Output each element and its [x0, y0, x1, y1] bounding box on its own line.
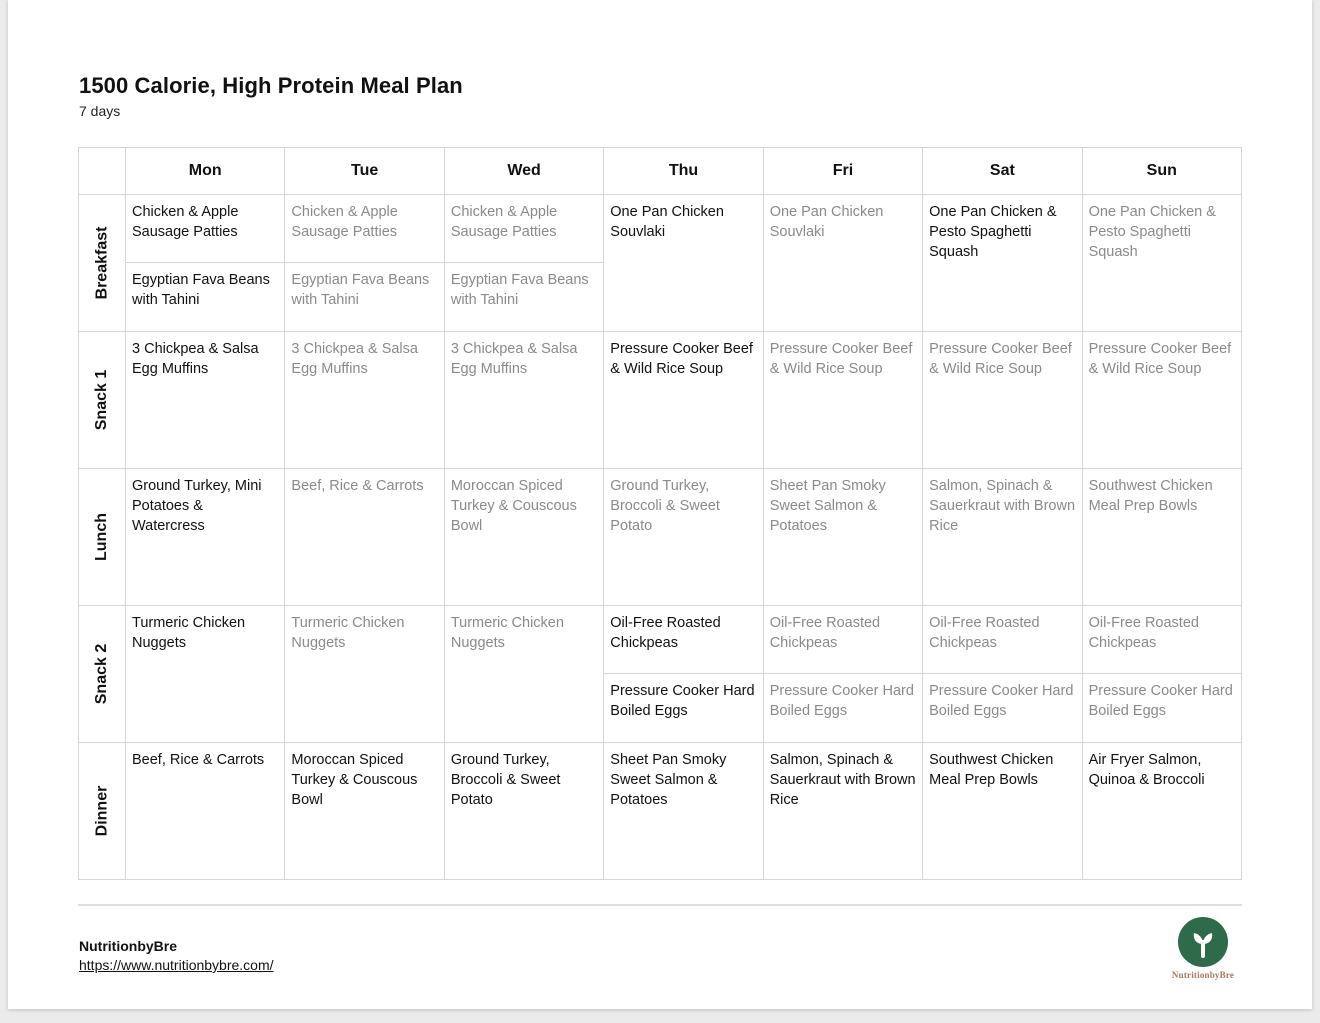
meal-cell-snack1-sat: Pressure Cooker Beef & Wild Rice Soup — [923, 332, 1082, 469]
brand-logo — [1158, 917, 1248, 980]
meal-cell-snack2b-sat: Pressure Cooker Hard Boiled Eggs — [923, 674, 1082, 743]
meal-cell-breakfast-wed: Chicken & Apple Sausage Patties — [445, 195, 604, 263]
meal-cell-snack2-sat: Oil-Free Roasted Chickpeas — [923, 606, 1082, 674]
meal-cell-lunch-fri: Sheet Pan Smoky Sweet Salmon & Potatoes — [764, 469, 923, 606]
corner-cell — [79, 148, 126, 195]
meal-cell-lunch-mon: Ground Turkey, Mini Potatoes & Watercress — [126, 469, 285, 606]
meal-cell-snack2-fri: Oil-Free Roasted Chickpeas — [764, 606, 923, 674]
meal-cell-lunch-wed: Moroccan Spiced Turkey & Couscous Bowl — [445, 469, 604, 606]
meal-plan-table — [78, 147, 1242, 880]
meal-cell-snack2-sun: Oil-Free Roasted Chickpeas — [1083, 606, 1242, 674]
meal-cell-snack1-sun: Pressure Cooker Beef & Wild Rice Soup — [1083, 332, 1242, 469]
meal-label-dinner: Dinner — [79, 743, 126, 880]
meal-cell-breakfast2-tue: Egyptian Fava Beans with Tahini — [285, 263, 444, 332]
meal-cell-snack2-mon: Turmeric Chicken Nuggets — [126, 606, 285, 743]
page-title: 1500 Calorie, High Protein Meal Plan — [79, 73, 463, 98]
meal-cell-breakfast-mon: Chicken & Apple Sausage Patties — [126, 195, 285, 263]
meal-cell-breakfast-sun: One Pan Chicken & Pesto Spaghetti Squash — [1083, 195, 1242, 332]
plant-icon — [1178, 917, 1228, 967]
meal-cell-lunch-sun: Southwest Chicken Meal Prep Bowls — [1083, 469, 1242, 606]
meal-cell-lunch-tue: Beef, Rice & Carrots — [285, 469, 444, 606]
meal-cell-dinner-sun: Air Fryer Salmon, Quinoa & Broccoli — [1083, 743, 1242, 880]
meal-cell-breakfast-sat: One Pan Chicken & Pesto Spaghetti Squash — [923, 195, 1082, 332]
meal-cell-snack2-tue: Turmeric Chicken Nuggets — [285, 606, 444, 743]
day-header-fri: Fri — [764, 148, 923, 195]
meal-cell-snack1-mon: 3 Chickpea & Salsa Egg Muffins — [126, 332, 285, 469]
meal-cell-snack2b-thu: Pressure Cooker Hard Boiled Eggs — [604, 674, 763, 743]
meal-cell-snack2b-fri: Pressure Cooker Hard Boiled Eggs — [764, 674, 923, 743]
day-header-sat: Sat — [923, 148, 1082, 195]
footer-brand: NutritionbyBre — [79, 938, 177, 954]
logo-wordmark: NutritionbyBre — [1171, 970, 1235, 980]
day-header-tue: Tue — [285, 148, 444, 195]
meal-cell-snack1-wed: 3 Chickpea & Salsa Egg Muffins — [445, 332, 604, 469]
meal-label-lunch: Lunch — [79, 469, 126, 606]
meal-cell-breakfast2-wed: Egyptian Fava Beans with Tahini — [445, 263, 604, 332]
meal-cell-snack1-fri: Pressure Cooker Beef & Wild Rice Soup — [764, 332, 923, 469]
day-header-wed: Wed — [445, 148, 604, 195]
meal-cell-snack1-thu: Pressure Cooker Beef & Wild Rice Soup — [604, 332, 763, 469]
meal-label-breakfast: Breakfast — [79, 195, 126, 332]
meal-cell-dinner-wed: Ground Turkey, Broccoli & Sweet Potato — [445, 743, 604, 880]
meal-cell-breakfast2-mon: Egyptian Fava Beans with Tahini — [126, 263, 285, 332]
day-header-mon: Mon — [126, 148, 285, 195]
meal-cell-dinner-sat: Southwest Chicken Meal Prep Bowls — [923, 743, 1082, 880]
meal-cell-lunch-thu: Ground Turkey, Broccoli & Sweet Potato — [604, 469, 763, 606]
meal-cell-breakfast-fri: One Pan Chicken Souvlaki — [764, 195, 923, 332]
meal-cell-snack2-thu: Oil-Free Roasted Chickpeas — [604, 606, 763, 674]
day-header-thu: Thu — [604, 148, 763, 195]
meal-cell-dinner-tue: Moroccan Spiced Turkey & Couscous Bowl — [285, 743, 444, 880]
meal-cell-dinner-fri: Salmon, Spinach & Sauerkraut with Brown Rice — [764, 743, 923, 880]
meal-cell-lunch-sat: Salmon, Spinach & Sauerkraut with Brown Rice — [923, 469, 1082, 606]
page-subtitle: 7 days — [79, 103, 121, 119]
meal-cell-breakfast-tue: Chicken & Apple Sausage Patties — [285, 195, 444, 263]
footer-url-link[interactable]: https://www.nutritionbybre.com/ — [79, 957, 274, 973]
meal-label-snack2: Snack 2 — [79, 606, 126, 743]
day-header-sun: Sun — [1083, 148, 1242, 195]
meal-cell-dinner-mon: Beef, Rice & Carrots — [126, 743, 285, 880]
meal-cell-dinner-thu: Sheet Pan Smoky Sweet Salmon & Potatoes — [604, 743, 763, 880]
meal-plan-page — [8, 0, 1312, 1009]
meal-label-snack1: Snack 1 — [79, 332, 126, 469]
meal-cell-snack1-tue: 3 Chickpea & Salsa Egg Muffins — [285, 332, 444, 469]
meal-cell-snack2b-sun: Pressure Cooker Hard Boiled Eggs — [1083, 674, 1242, 743]
footer-divider — [78, 904, 1242, 906]
meal-cell-snack2-wed: Turmeric Chicken Nuggets — [445, 606, 604, 743]
meal-cell-breakfast-thu: One Pan Chicken Souvlaki — [604, 195, 763, 332]
